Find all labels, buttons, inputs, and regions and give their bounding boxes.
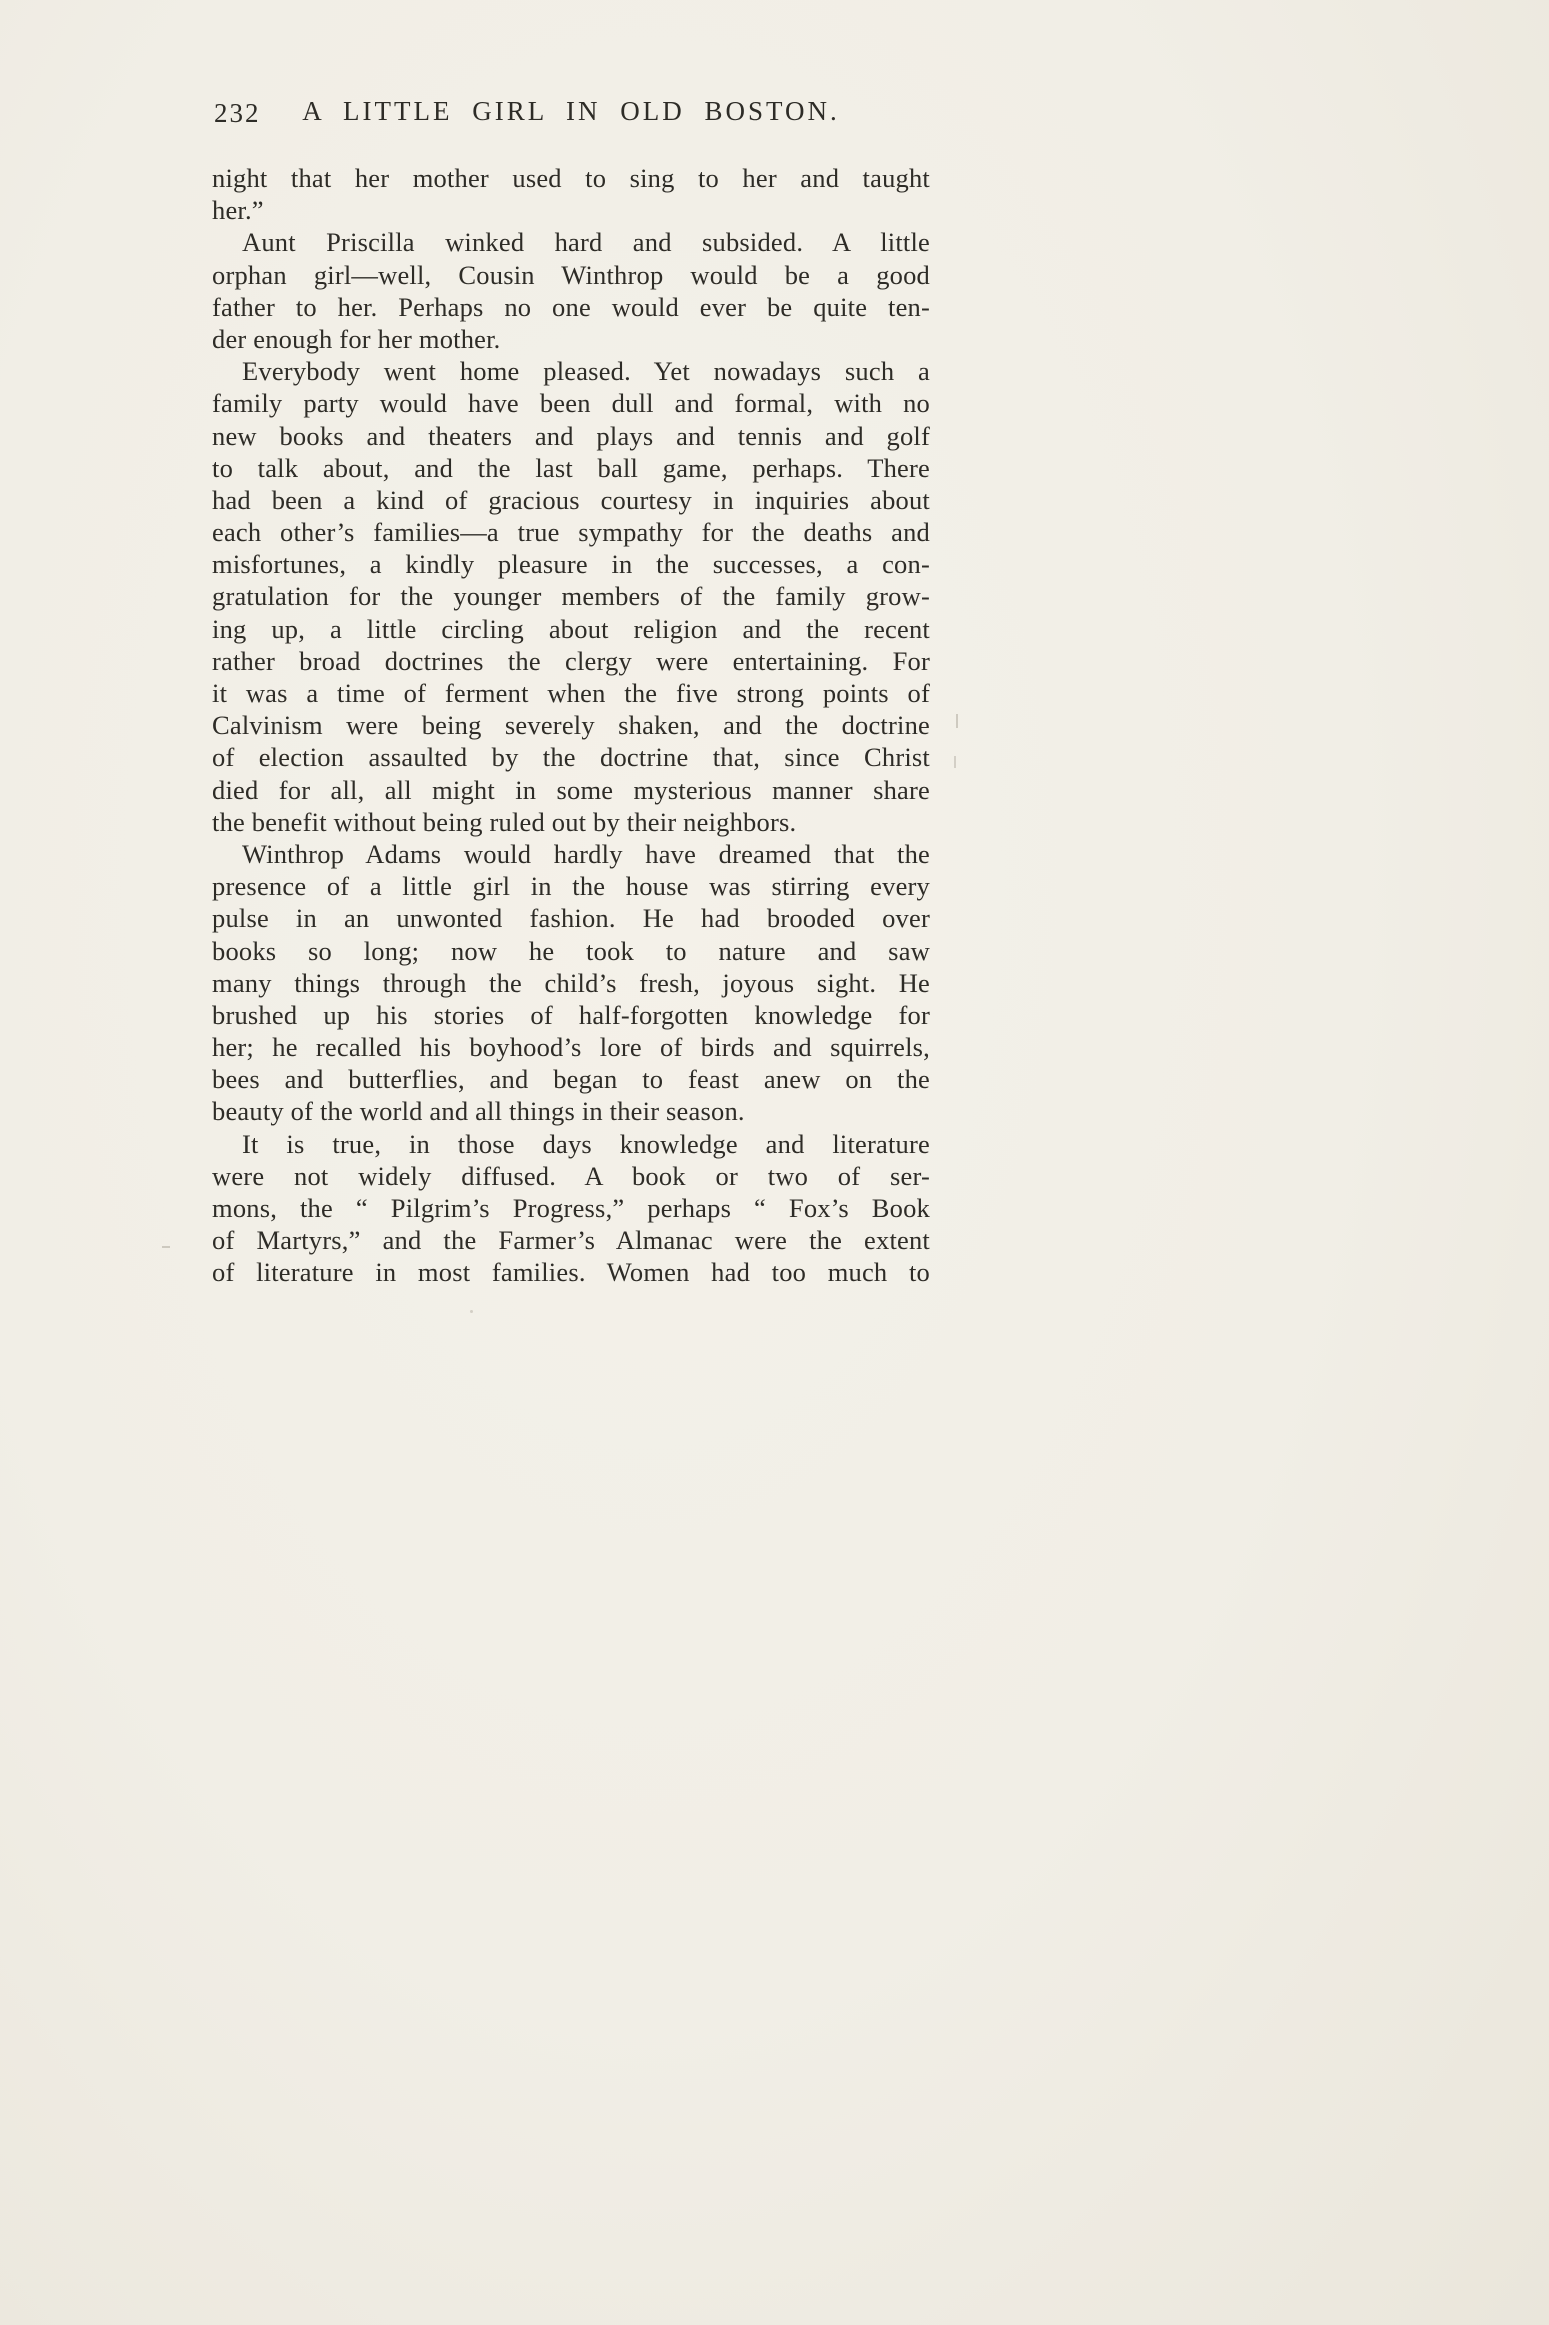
running-title: A LITTLE GIRL IN OLD BOSTON. xyxy=(302,96,840,126)
text-line: Calvinism were being severely shaken, and the doctrine xyxy=(212,710,930,741)
text-line: new books and theaters and plays and tennis and golf xyxy=(212,420,930,451)
scan-speck xyxy=(956,714,958,728)
text-line: many things through the child’s fresh, joyous sight. He xyxy=(212,967,930,998)
page-content xyxy=(212,96,930,1289)
text-line: ing up, a little circling about religion and the recent xyxy=(212,613,930,644)
text-line: pulse in an unwonted fashion. He had brooded over xyxy=(212,903,930,934)
text-line: rather broad doctrines the clergy were entertaining. For xyxy=(212,645,930,676)
page-header xyxy=(212,96,930,136)
text-line: Aunt Priscilla winked hard and subsided. A little xyxy=(242,227,930,258)
text-line: Winthrop Adams would hardly have dreamed that the xyxy=(242,838,930,869)
scan-speck xyxy=(162,1246,170,1248)
text-line: misfortunes, a kindly pleasure in the successes, a con- xyxy=(212,549,930,580)
text-line: were not widely diffused. A book or two of ser- xyxy=(212,1160,930,1191)
text-line: orphan girl—well, Cousin Winthrop would be a good xyxy=(212,259,930,290)
text-line: presence of a little girl in the house was stirring every xyxy=(212,871,930,902)
text-line: father to her. Perhaps no one would ever be quite ten- xyxy=(212,291,930,322)
text-line: books so long; now he took to nature and saw xyxy=(212,935,930,966)
text-line: of election assaulted by the doctrine that, since Christ xyxy=(212,742,930,773)
text-line: died for all, all might in some mysterious manner share xyxy=(212,774,930,805)
text-line: gratulation for the younger members of the family grow- xyxy=(212,581,930,612)
text-line: It is true, in those days knowledge and literature xyxy=(242,1128,930,1159)
text-line: night that her mother used to sing to her and taught xyxy=(212,163,930,193)
text-line: of literature in most families. Women had too much to xyxy=(212,1257,930,1288)
scan-speck xyxy=(470,1310,473,1313)
scan-speck xyxy=(954,756,956,768)
text-line: to talk about, and the last ball game, perhaps. There xyxy=(212,452,930,483)
text-line: of Martyrs,” and the Farmer’s Almanac were the extent xyxy=(212,1225,930,1256)
text-line: mons, the “ Pilgrim’s Progress,” perhaps “ Fox’s Book xyxy=(212,1193,930,1223)
text-line: der enough for her mother. xyxy=(212,323,501,354)
text-line: her; he recalled his boyhood’s lore of birds and squirrels, xyxy=(212,1032,930,1063)
text-line: the benefit without being ruled out by their neighbors. xyxy=(212,806,797,837)
page-number: 232 xyxy=(214,98,261,128)
text-line: family party would have been dull and formal, with no xyxy=(212,388,930,419)
text-line: brushed up his stories of half-forgotten knowledge for xyxy=(212,999,930,1030)
text-line: had been a kind of gracious courtesy in inquiries about xyxy=(212,484,930,515)
text-line: it was a time of ferment when the five strong points of xyxy=(212,678,930,708)
text-line: beauty of the world and all things in their season. xyxy=(212,1096,745,1127)
text-line: her.” xyxy=(212,195,264,226)
text-line: each other’s families—a true sympathy for the deaths and xyxy=(212,517,930,548)
text-line: Everybody went home pleased. Yet nowadays such a xyxy=(242,356,930,387)
page-text xyxy=(212,162,930,1289)
text-line: bees and butterflies, and began to feast anew on the xyxy=(212,1064,930,1095)
